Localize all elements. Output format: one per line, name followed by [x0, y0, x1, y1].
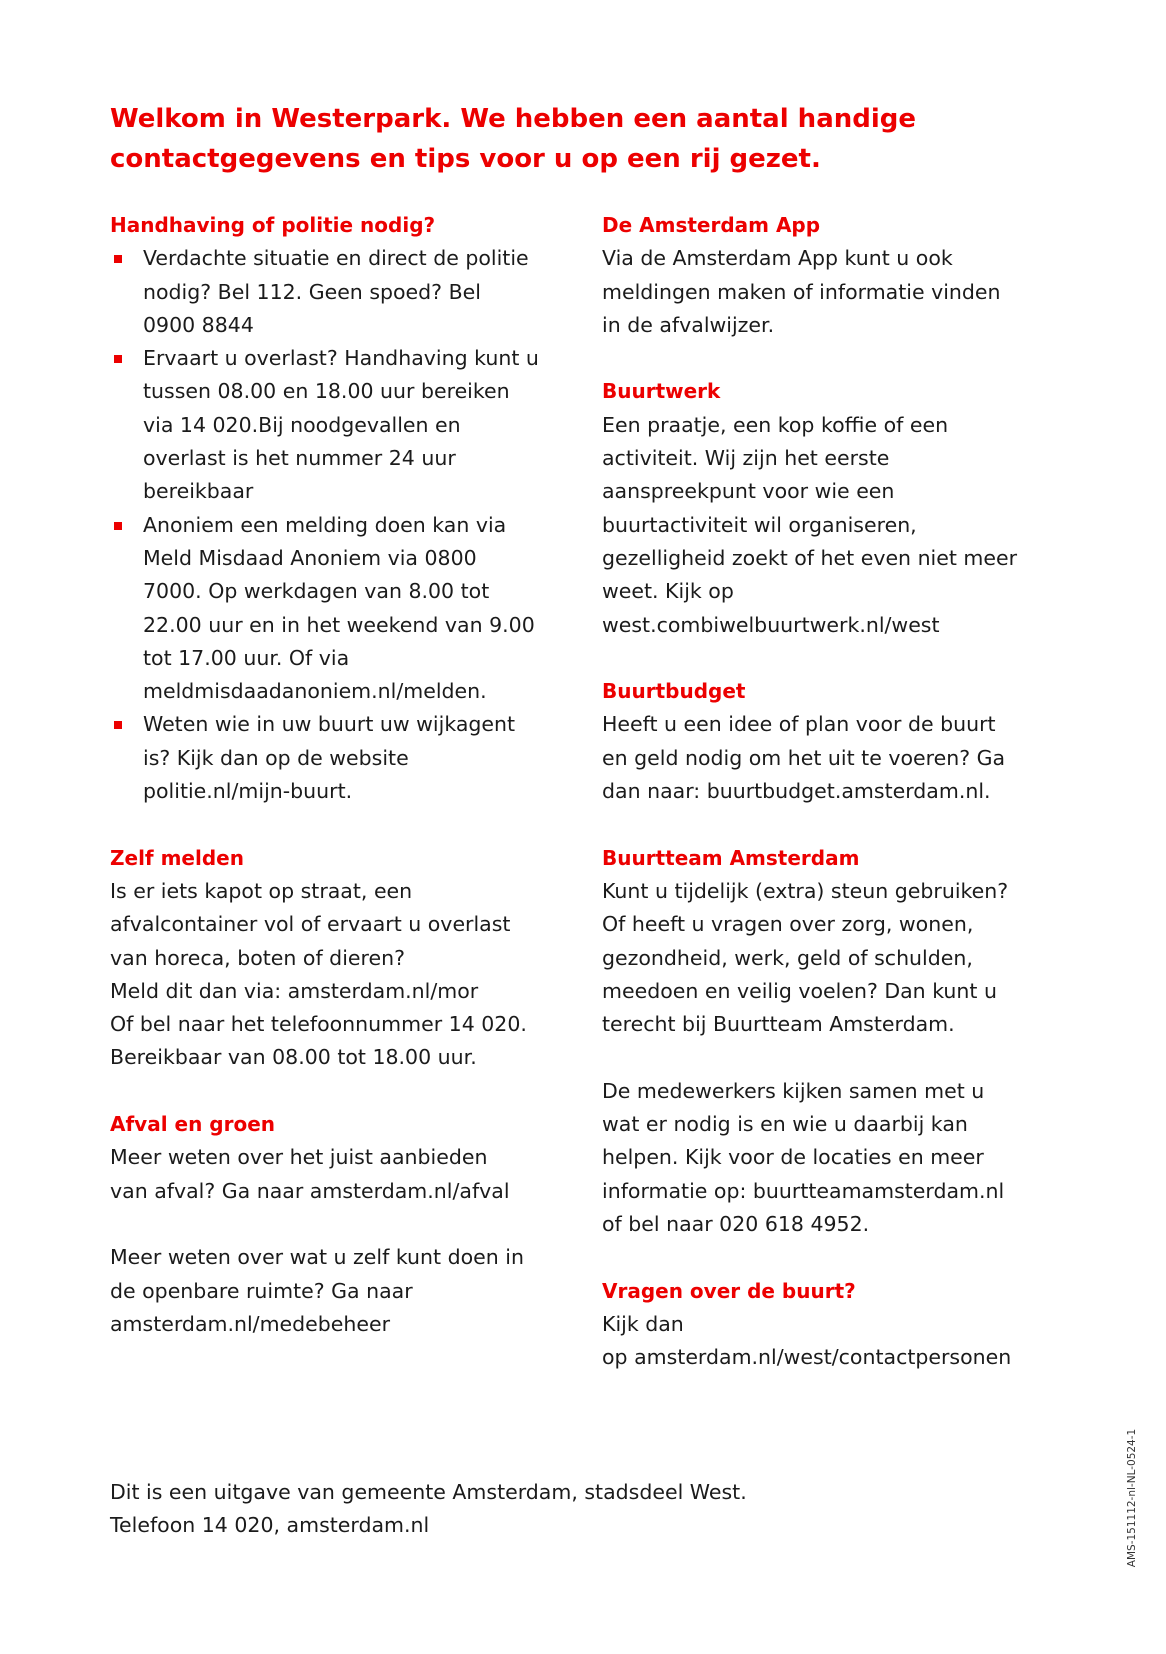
text-line: wat er nodig is en wie u daarbij kan: [602, 1112, 968, 1137]
section-politie: [110, 209, 570, 808]
paragraph: [110, 1241, 570, 1341]
text-line: en geld nodig om het uit te voeren? Ga: [602, 745, 1006, 770]
text-line: Telefoon 14 020, amsterdam.nl: [110, 1513, 430, 1538]
section-buurtwerk: [602, 375, 1072, 641]
text-line: op amsterdam.nl/west/contactpersonen: [602, 1345, 1012, 1370]
bullet-square-icon: [114, 355, 122, 363]
paragraph: [110, 1141, 570, 1208]
paragraph: [602, 1075, 1072, 1241]
text-line: van afval? Ga naar amsterdam.nl/afval: [110, 1178, 510, 1203]
section-heading: Zelf melden: [110, 845, 244, 870]
text-line: Meld dit dan via: amsterdam.nl/mor: [110, 978, 479, 1003]
text-line: Of heeft u vragen over zorg, wonen,: [602, 912, 974, 937]
text-line: weet. Kijk op: [602, 579, 734, 604]
text-line: politie.nl/mijn-buurt.: [143, 779, 353, 804]
text-line: Verdachte situatie en direct de politie: [143, 246, 529, 271]
section-heading: Buurtbudget: [602, 679, 746, 704]
text-line: via 14 020.Bij noodgevallen en: [143, 412, 461, 437]
text-line: meldmisdaadanoniem.nl/melden.: [143, 679, 487, 704]
section-buurtteam: [602, 842, 1072, 1242]
text-line: 0900 8844: [143, 312, 254, 337]
text-line: tussen 08.00 en 18.00 uur bereiken: [143, 379, 510, 404]
text-line: de openbare ruimte? Ga naar: [110, 1278, 413, 1303]
text-line: buurtactiviteit wil organiseren,: [602, 512, 917, 537]
paragraph: [602, 875, 1072, 1041]
list-item: [110, 509, 570, 709]
text-line: Meer weten over het juist aanbieden: [110, 1145, 488, 1170]
section-body: [602, 242, 1072, 342]
text-line: aanspreekpunt voor wie een: [602, 479, 895, 504]
section-body: [110, 875, 570, 1075]
list-item: [110, 342, 570, 508]
text-line: Kunt u tijdelijk (extra) steun gebruiken?: [602, 878, 1009, 903]
text-line: gezondheid, werk, geld of schulden,: [602, 945, 973, 970]
section-heading: Buurtteam Amsterdam: [602, 845, 860, 870]
text-line: van horeca, boten of dieren?: [110, 945, 405, 970]
section-heading: Handhaving of politie nodig?: [110, 213, 436, 237]
document-code: AMS-151112-nl-NL-0524-1: [1126, 1428, 1138, 1568]
section-zelf-melden: [110, 842, 570, 1075]
text-line: Kijk dan: [602, 1311, 684, 1336]
bullet-list: [110, 242, 570, 808]
text-line: gezelligheid zoekt of het even niet meer: [602, 545, 1018, 570]
section-body: [602, 708, 1072, 808]
section-amsterdam-app: [602, 209, 1072, 342]
page-title-line: Welkom in Westerpark. We hebben een aantal handige: [110, 104, 917, 134]
section-body: [602, 409, 1072, 642]
bullet-square-icon: [114, 522, 122, 530]
section-heading: Buurtwerk: [602, 379, 721, 404]
text-line: 22.00 uur en in het weekend van 9.00: [143, 612, 535, 637]
text-line: Meer weten over wat u zelf kunt doen in: [110, 1245, 524, 1270]
section-buurtbudget: [602, 675, 1072, 808]
section-heading: De Amsterdam App: [602, 213, 821, 237]
text-line: Anoniem een melding doen kan via: [143, 512, 507, 537]
text-line: dan naar: buurtbudget.amsterdam.nl.: [602, 779, 991, 804]
list-item: [110, 708, 570, 808]
text-line: Weten wie in uw buurt uw wijkagent: [143, 712, 516, 737]
text-line: west.combiwelbuurtwerk.nl/west: [602, 612, 940, 637]
text-line: Een praatje, een kop koffie of een: [602, 412, 949, 437]
text-line: Heeft u een idee of plan voor de buurt: [602, 712, 996, 737]
right-column: [602, 209, 1072, 1408]
text-line: Dit is een uitgave van gemeente Amsterdam, stadsdeel West.: [110, 1480, 747, 1504]
text-line: informatie op: buurtteamamsterdam.nl: [602, 1178, 1005, 1203]
text-line: amsterdam.nl/medebeheer: [110, 1311, 391, 1336]
text-line: Bereikbaar van 08.00 tot 18.00 uur.: [110, 1045, 477, 1070]
text-line: nodig? Bel 112. Geen spoed? Bel: [143, 279, 481, 304]
text-line: helpen. Kijk voor de locaties en meer: [602, 1145, 984, 1170]
bullet-square-icon: [114, 721, 122, 729]
text-line: tot 17.00 uur. Of via: [143, 645, 350, 670]
page-title-line: contactgegevens en tips voor u op een rij gezet.: [110, 144, 821, 174]
section-vragen-over-de-buurt: [602, 1275, 1072, 1375]
page-title: [110, 99, 1010, 179]
section-heading: Afval en groen: [110, 1112, 276, 1137]
text-line: Ervaart u overlast? Handhaving kunt u: [143, 346, 539, 371]
text-line: bereikbaar: [143, 479, 254, 504]
text-line: Meld Misdaad Anoniem via 0800: [143, 545, 477, 570]
list-item: [110, 242, 570, 342]
text-line: of bel naar 020 618 4952.: [602, 1211, 870, 1236]
section-afval-en-groen: [110, 1108, 570, 1341]
text-line: meedoen en veilig voelen? Dan kunt u: [602, 978, 997, 1003]
section-heading: Vragen over de buurt?: [602, 1278, 856, 1303]
text-line: terecht bij Buurtteam Amsterdam.: [602, 1012, 955, 1037]
section-body: [602, 1308, 1072, 1375]
text-line: is? Kijk dan op de website: [143, 745, 409, 770]
text-line: activiteit. Wij zijn het eerste: [602, 446, 890, 471]
text-line: overlast is het nummer 24 uur: [143, 446, 456, 471]
left-column: [110, 209, 570, 1374]
text-line: 7000. Op werkdagen van 8.00 tot: [143, 579, 490, 604]
text-line: in de afvalwijzer.: [602, 312, 775, 337]
text-line: De medewerkers kijken samen met u: [602, 1078, 985, 1103]
text-line: Is er iets kapot op straat, een: [110, 878, 413, 903]
text-line: Via de Amsterdam App kunt u ook: [602, 246, 953, 271]
text-line: afvalcontainer vol of ervaart u overlast: [110, 912, 511, 937]
bullet-square-icon: [114, 255, 122, 263]
text-line: Of bel naar het telefoonnummer 14 020.: [110, 1012, 527, 1037]
colophon: [110, 1476, 747, 1543]
text-line: meldingen maken of informatie vinden: [602, 279, 1001, 304]
